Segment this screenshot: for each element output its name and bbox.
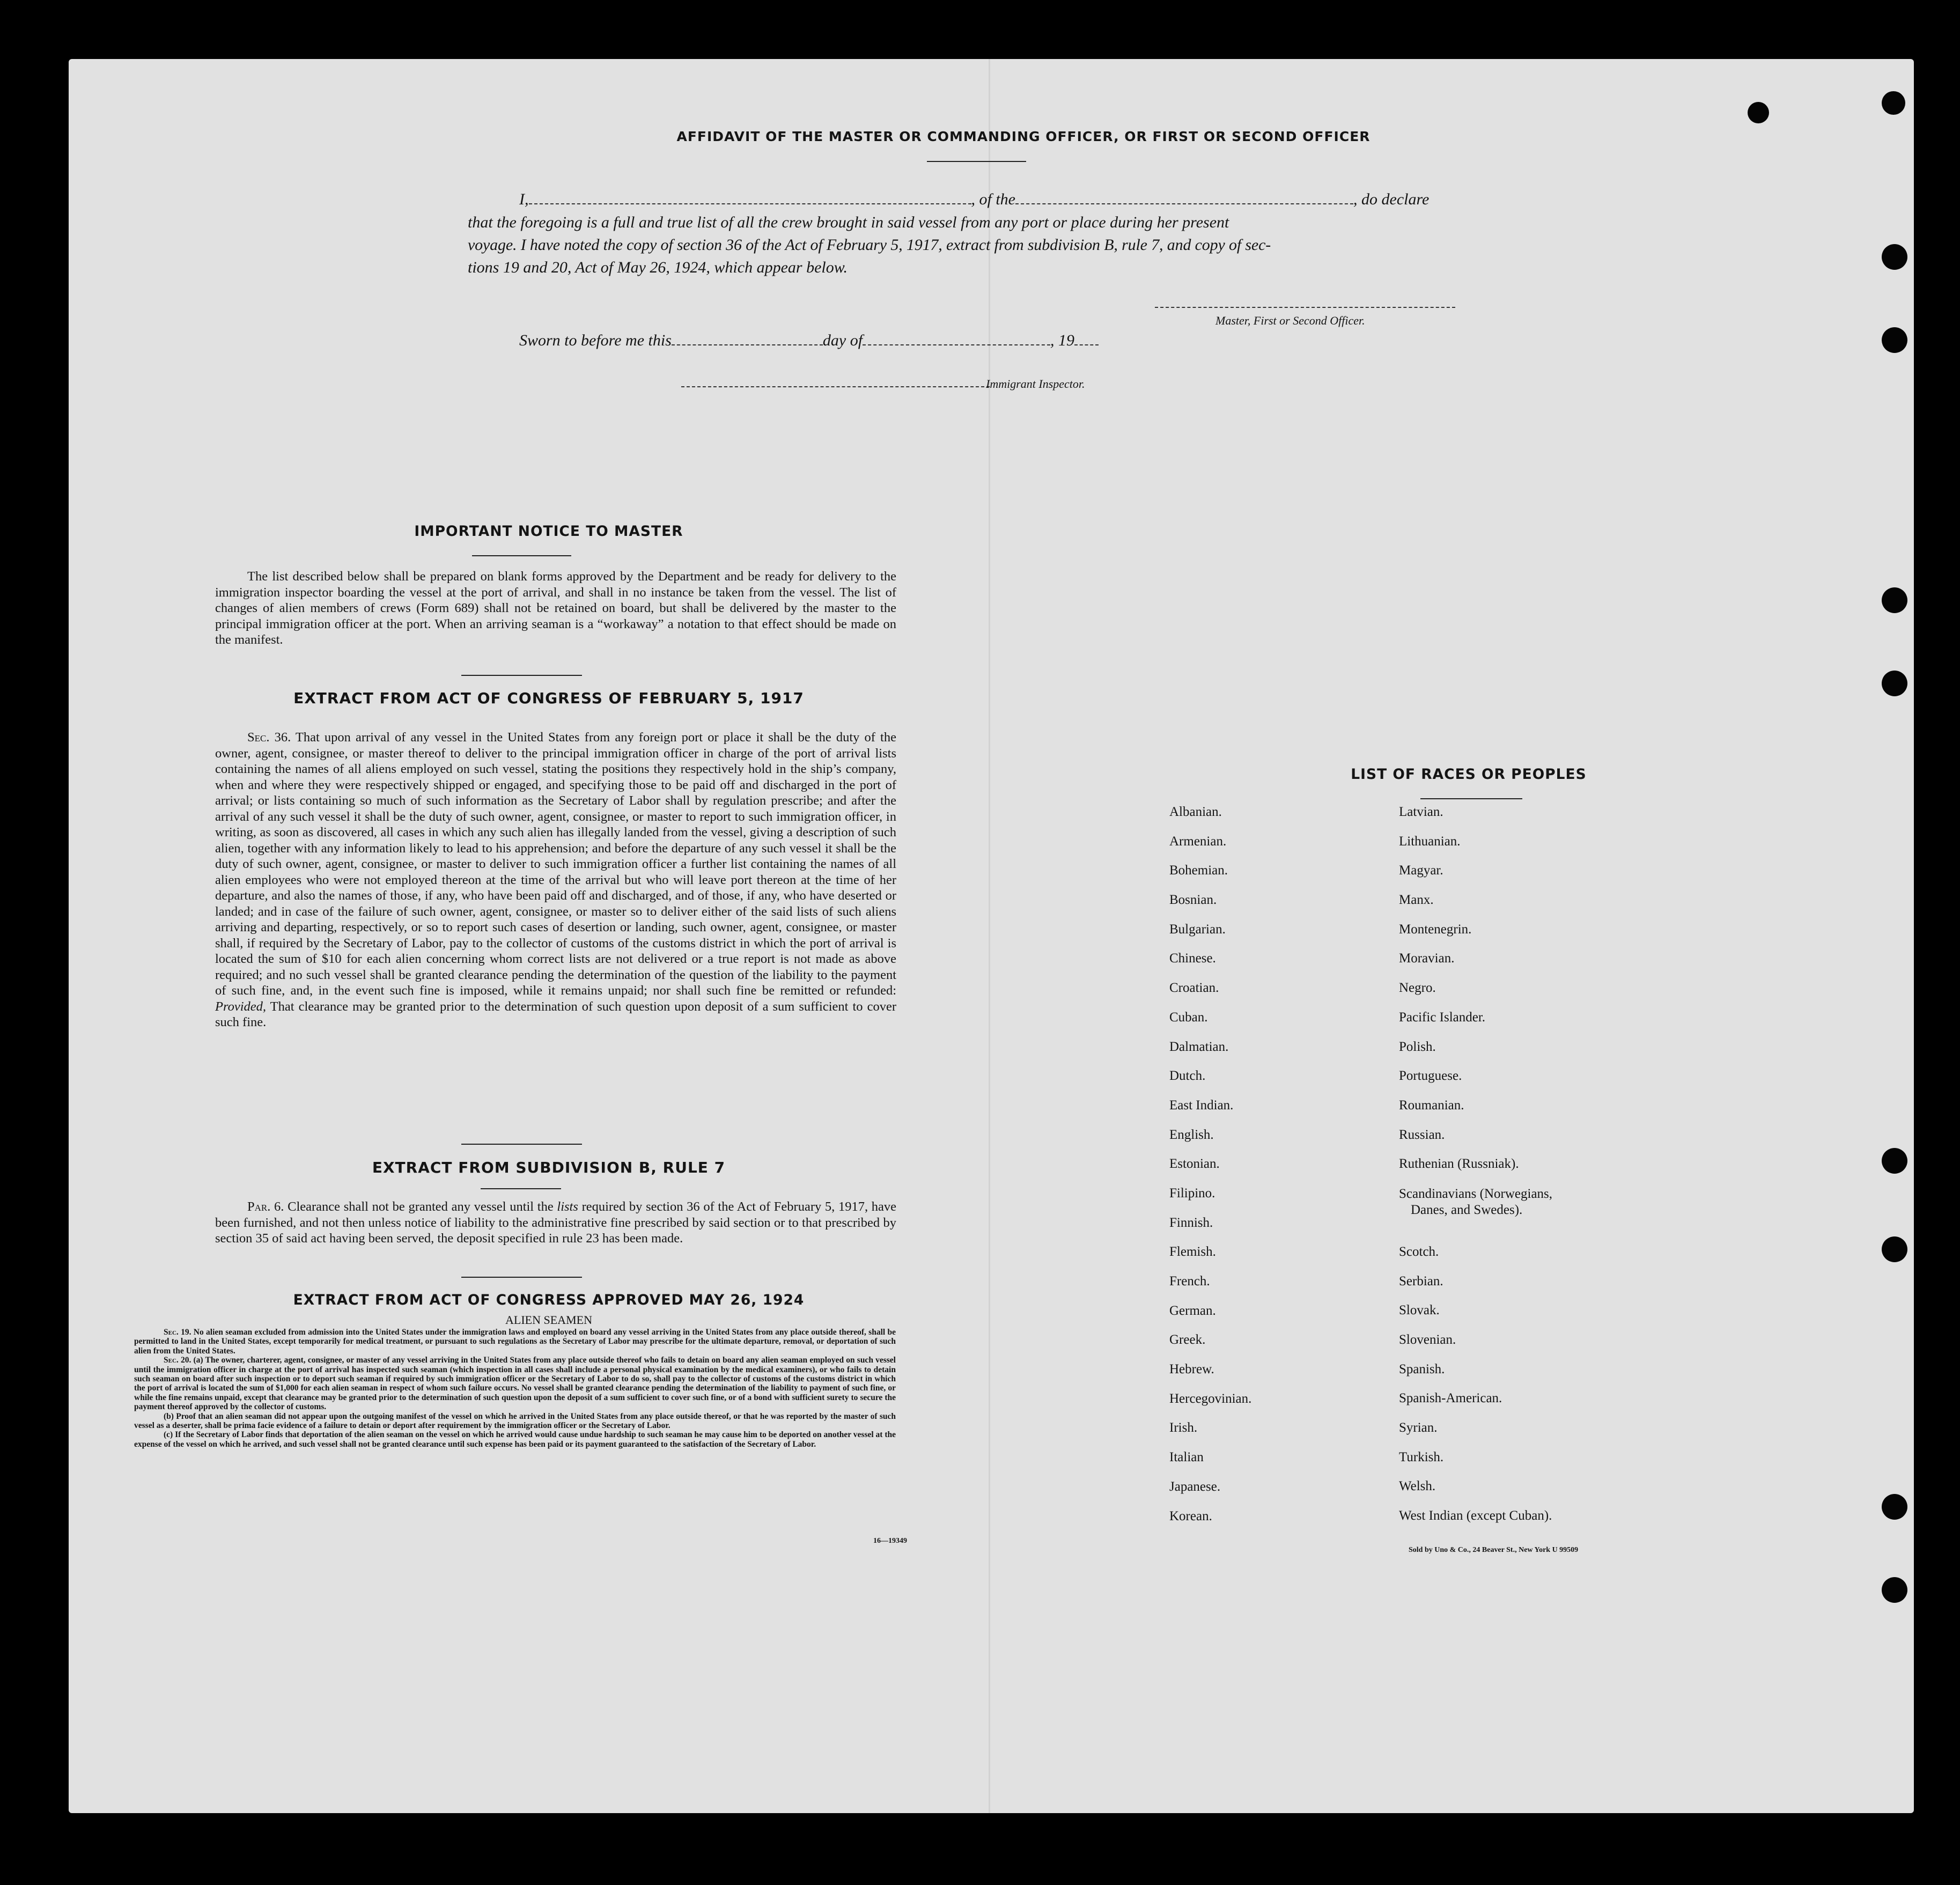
affidavit-line-1: I, , of the , do declare <box>519 190 1430 208</box>
race-item: Bosnian. <box>1169 893 1217 908</box>
name-field[interactable] <box>529 192 971 204</box>
notice-title: IMPORTANT NOTICE TO MASTER <box>414 523 683 540</box>
punch-hole <box>1882 244 1907 270</box>
master-signature-line[interactable] <box>1155 295 1455 308</box>
punch-hole <box>1882 1236 1907 1262</box>
punch-hole <box>1882 91 1905 115</box>
act-1924-text: Sec. 19. No alien seaman excluded from admission into the United States under the immigration laws and employed on board any vessel arriving in the United States from any place outside thereof, shall be permitted to land in the United States, except temporarily for medical treatment, or pursuant to such regulations as the Secretary of Labor may prescribe for the ultimate departure, removal, or deportation of such alien from the United States. Sec. 20. (a) The owner, charterer, agent, consignee, or master of any vessel arriving in the United States from any place outside thereof who fails to detain on board any alien seaman employed on such vessel until the immigration officer in charge at the port of arrival has inspected such seaman (which inspection in all cases shall include a personal physical examination by the medical examiners), or who fails to detain such seaman on board after such inspection or to deport such seaman if required by such immigration officer or the Secretary of Labor to do so, shall pay to the collector of customs of the customs district in which the port of arrival is located the sum of $1,000 for each alien seaman in respect of whom such failure occurs. No vessel shall be granted clearance pending the determination of the liability to payment of such fine, or while the fine remains unpaid, except that clearance may be granted prior to the determination of such question upon the deposit of a sum sufficient to cover such fine, or of a bond with sufficient surety to secure the payment thereof approved by the collector of customs. (b) Proof that an alien seaman did not appear upon the outgoing manifest of the vessel on which he arrived in the United States from any place outside thereof, or that he was reported by the master of such vessel as a deserter, shall be prima facie evidence of a failure to detain or deport after requirement by the immigration officer or the Secretary of Labor. (c) If the Secretary of Labor finds that deportation of the alien seaman on the vessel on which he arrived would cause undue hardship to such seaman he may cause him to be deported on another vessel at the expense of the vessel on which he arrived, and such vessel shall not be granted clearance until such expense has been paid or its payment guaranteed to the satisfaction of the Secretary of Labor. <box>134 1328 896 1449</box>
race-item: Finnish. <box>1169 1215 1213 1230</box>
divider <box>461 675 582 676</box>
form-number: 16—19349 <box>873 1537 907 1545</box>
race-item: Cuban. <box>1169 1010 1208 1025</box>
race-item: Italian <box>1169 1450 1204 1465</box>
race-item: Welsh. <box>1399 1479 1436 1494</box>
punch-hole <box>1882 1577 1907 1603</box>
race-item: Polish. <box>1399 1039 1436 1054</box>
races-column-2 <box>1399 805 1552 1538</box>
divider <box>927 161 1026 162</box>
punch-hole <box>1882 671 1907 696</box>
race-item: German. <box>1169 1303 1216 1318</box>
act-1917-title: EXTRACT FROM ACT OF CONGRESS OF FEBRUARY 5, 1917 <box>293 689 804 707</box>
race-item: Spanish-American. <box>1399 1391 1502 1406</box>
act-1924-subtitle: ALIEN SEAMEN <box>505 1313 592 1327</box>
race-item: Scotch. <box>1399 1244 1439 1259</box>
act-1917-text: Sec. 36. That upon arrival of any vessel in the United States from any foreign port or place it shall be the duty of the owner, agent, consignee, or master thereof to deliver to the principal immigration officer in charge of the port of arrival lists containing the names of all aliens employed on such vessel, stating the positions they respectively hold in the ship’s company, when and where they were respectively shipped or engaged, and specifying those to be paid off and discharged in the port of arrival; or lists containing so much of such information as the Secretary of Labor shall by regulation prescribe; and after the arrival of any such vessel it shall be the duty of such owner, agent, consignee, or master to report to such immigration officer, in writing, as soon as discovered, all cases in which any such alien has illegally landed from the vessel, giving a description of such alien, together with any information likely to lead to his apprehension; and before the departure of any such vessel it shall be the duty of such owner, agent, consignee, or master to deliver to such immigration officer a further list containing the names of all alien employees who were not employed thereon at the time of the arrival but who will leave port thereon at the time of her departure, and also the names of those, if any, who have been paid off and discharged, and of those, if any, who have deserted or landed; and in case of the failure of such owner, agent, consignee, or master so to deliver either of the said lists of such aliens arriving and departing, respectively, or so to report such cases of desertion or landing, such owner, agent, consignee, or master shall, if required by the Secretary of Labor, pay to the collector of customs of the customs district in which the port of arrival is located the sum of $10 for each alien concerning whom correct lists are not delivered or a true report is not made as above required; and no such vessel shall be granted clearance pending the determination of the question of the liability to the payment of such fine, and, in the event such fine is imposed, while it remains unpaid; nor shall such fine be remitted or refunded: Provided, That clearance may be granted prior to the determination of such question upon deposit of a sum sufficient to cover such fine. <box>215 730 896 1029</box>
affidavit-heading: AFFIDAVIT OF THE MASTER OR COMMANDING OFFICER, OR FIRST OR SECOND OFFICER <box>676 129 1370 144</box>
race-item: Greek. <box>1169 1332 1206 1348</box>
race-item: Turkish. <box>1399 1449 1444 1464</box>
races-column-1 <box>1169 805 1251 1538</box>
master-signature-label: Master, First or Second Officer. <box>1215 314 1365 327</box>
race-item: Slovak. <box>1399 1303 1440 1318</box>
punch-hole <box>1882 587 1907 613</box>
race-item: Latvian. <box>1399 805 1443 819</box>
race-item: Syrian. <box>1399 1420 1438 1435</box>
race-item: Flemish. <box>1169 1245 1216 1260</box>
affidavit-line-3: voyage. I have noted the copy of section 36 of the Act of February 5, 1917, extract from subdivision B, rule 7, and copy of sec- <box>468 236 1271 254</box>
race-item: Moravian. <box>1399 951 1455 966</box>
sworn-line: Sworn to before me this day of , 19 <box>519 332 1099 350</box>
race-item: Slovenian. <box>1399 1332 1456 1347</box>
inspector-signature-line[interactable] <box>681 374 990 387</box>
race-item: Montenegrin. <box>1399 922 1472 937</box>
race-item: Spanish. <box>1399 1361 1445 1376</box>
punch-hole <box>1882 1148 1907 1174</box>
seller-imprint: Sold by Uno & Co., 24 Beaver St., New York U 99509 <box>1409 1546 1579 1554</box>
race-item: Croatian. <box>1169 981 1219 996</box>
race-item: Manx. <box>1399 893 1434 908</box>
race-item: Japanese. <box>1169 1479 1221 1494</box>
year-field[interactable] <box>1074 333 1099 345</box>
races-title: LIST OF RACES OR PEOPLES <box>1351 766 1587 783</box>
vessel-field[interactable] <box>1015 192 1353 204</box>
rule-7-title: EXTRACT FROM SUBDIVISION B, RULE 7 <box>372 1159 726 1176</box>
race-item: Hercegovinian. <box>1169 1391 1252 1406</box>
race-item: English. <box>1169 1127 1214 1142</box>
punch-hole <box>1882 327 1907 353</box>
day-field[interactable] <box>672 333 823 345</box>
rule-7-text: Par. 6. Clearance shall not be granted any vessel until the lists required by section 36 of the Act of February 5, 1917, have been furnished, and not then unless notice of liability to the administrative fine prescribed by said section or to that prescribed by section 35 of said act having been served, the deposit specified in rule 23 has been made. <box>215 1199 897 1246</box>
race-item: French. <box>1169 1274 1210 1288</box>
punch-hole <box>1882 1494 1907 1520</box>
affidavit-line-2: that the foregoing is a full and true list of all the crew brought in said vessel from any port or place during her present <box>468 213 1229 231</box>
race-item: Hebrew. <box>1169 1362 1214 1377</box>
race-item: Portuguese. <box>1399 1069 1462 1084</box>
race-item: Roumanian. <box>1399 1098 1464 1113</box>
race-item: Scandinavians (Norwegians, Danes, and Swedes). <box>1399 1186 1553 1217</box>
race-item: Dalmatian. <box>1169 1039 1229 1054</box>
punch-hole <box>1748 102 1769 123</box>
race-item: Russian. <box>1399 1127 1445 1142</box>
inspector-signature-label: Immigrant Inspector. <box>986 377 1085 391</box>
divider <box>472 555 571 556</box>
document-page <box>69 59 1914 1813</box>
race-item: Chinese. <box>1169 951 1216 966</box>
divider <box>481 1188 561 1189</box>
divider <box>461 1277 582 1278</box>
race-item: Ruthenian (Russniak). <box>1399 1157 1519 1172</box>
notice-text: The list described below shall be prepared on blank forms approved by the Department and be ready for delivery to the immigration inspector boarding the vessel at the port of arrival, and shall in no instance be taken from the vessel. The list of changes of alien members of crews (Form 689) shall not be retained on board, but shall be delivered by the master to the principal immigration officer at the port. When an arriving seaman is a “workaway” a notation to that effect should be made on the manifest. <box>215 569 896 647</box>
fold-line <box>989 59 990 1813</box>
race-item: East Indian. <box>1169 1098 1234 1113</box>
divider <box>461 1144 582 1145</box>
race-item: Dutch. <box>1169 1069 1206 1084</box>
race-item: Bohemian. <box>1169 863 1228 878</box>
race-item: Albanian. <box>1169 805 1222 819</box>
month-field[interactable] <box>863 333 1050 345</box>
act-1924-title: EXTRACT FROM ACT OF CONGRESS APPROVED MAY 26, 1924 <box>293 1292 805 1308</box>
race-item: Serbian. <box>1399 1273 1443 1288</box>
race-item: Negro. <box>1399 981 1436 996</box>
race-item: Irish. <box>1169 1420 1198 1435</box>
race-item: West Indian (except Cuban). <box>1399 1508 1552 1523</box>
race-item: Bulgarian. <box>1169 922 1226 937</box>
race-item: Filipino. <box>1169 1186 1215 1201</box>
divider <box>1420 798 1522 799</box>
race-item: Lithuanian. <box>1399 834 1461 849</box>
affidavit-line-4: tions 19 and 20, Act of May 26, 1924, which appear below. <box>468 259 848 276</box>
race-item: Magyar. <box>1399 863 1443 878</box>
race-item: Korean. <box>1169 1508 1212 1523</box>
race-item: Pacific Islander. <box>1399 1010 1486 1025</box>
race-item: Armenian. <box>1169 834 1227 849</box>
race-item: Estonian. <box>1169 1157 1220 1172</box>
